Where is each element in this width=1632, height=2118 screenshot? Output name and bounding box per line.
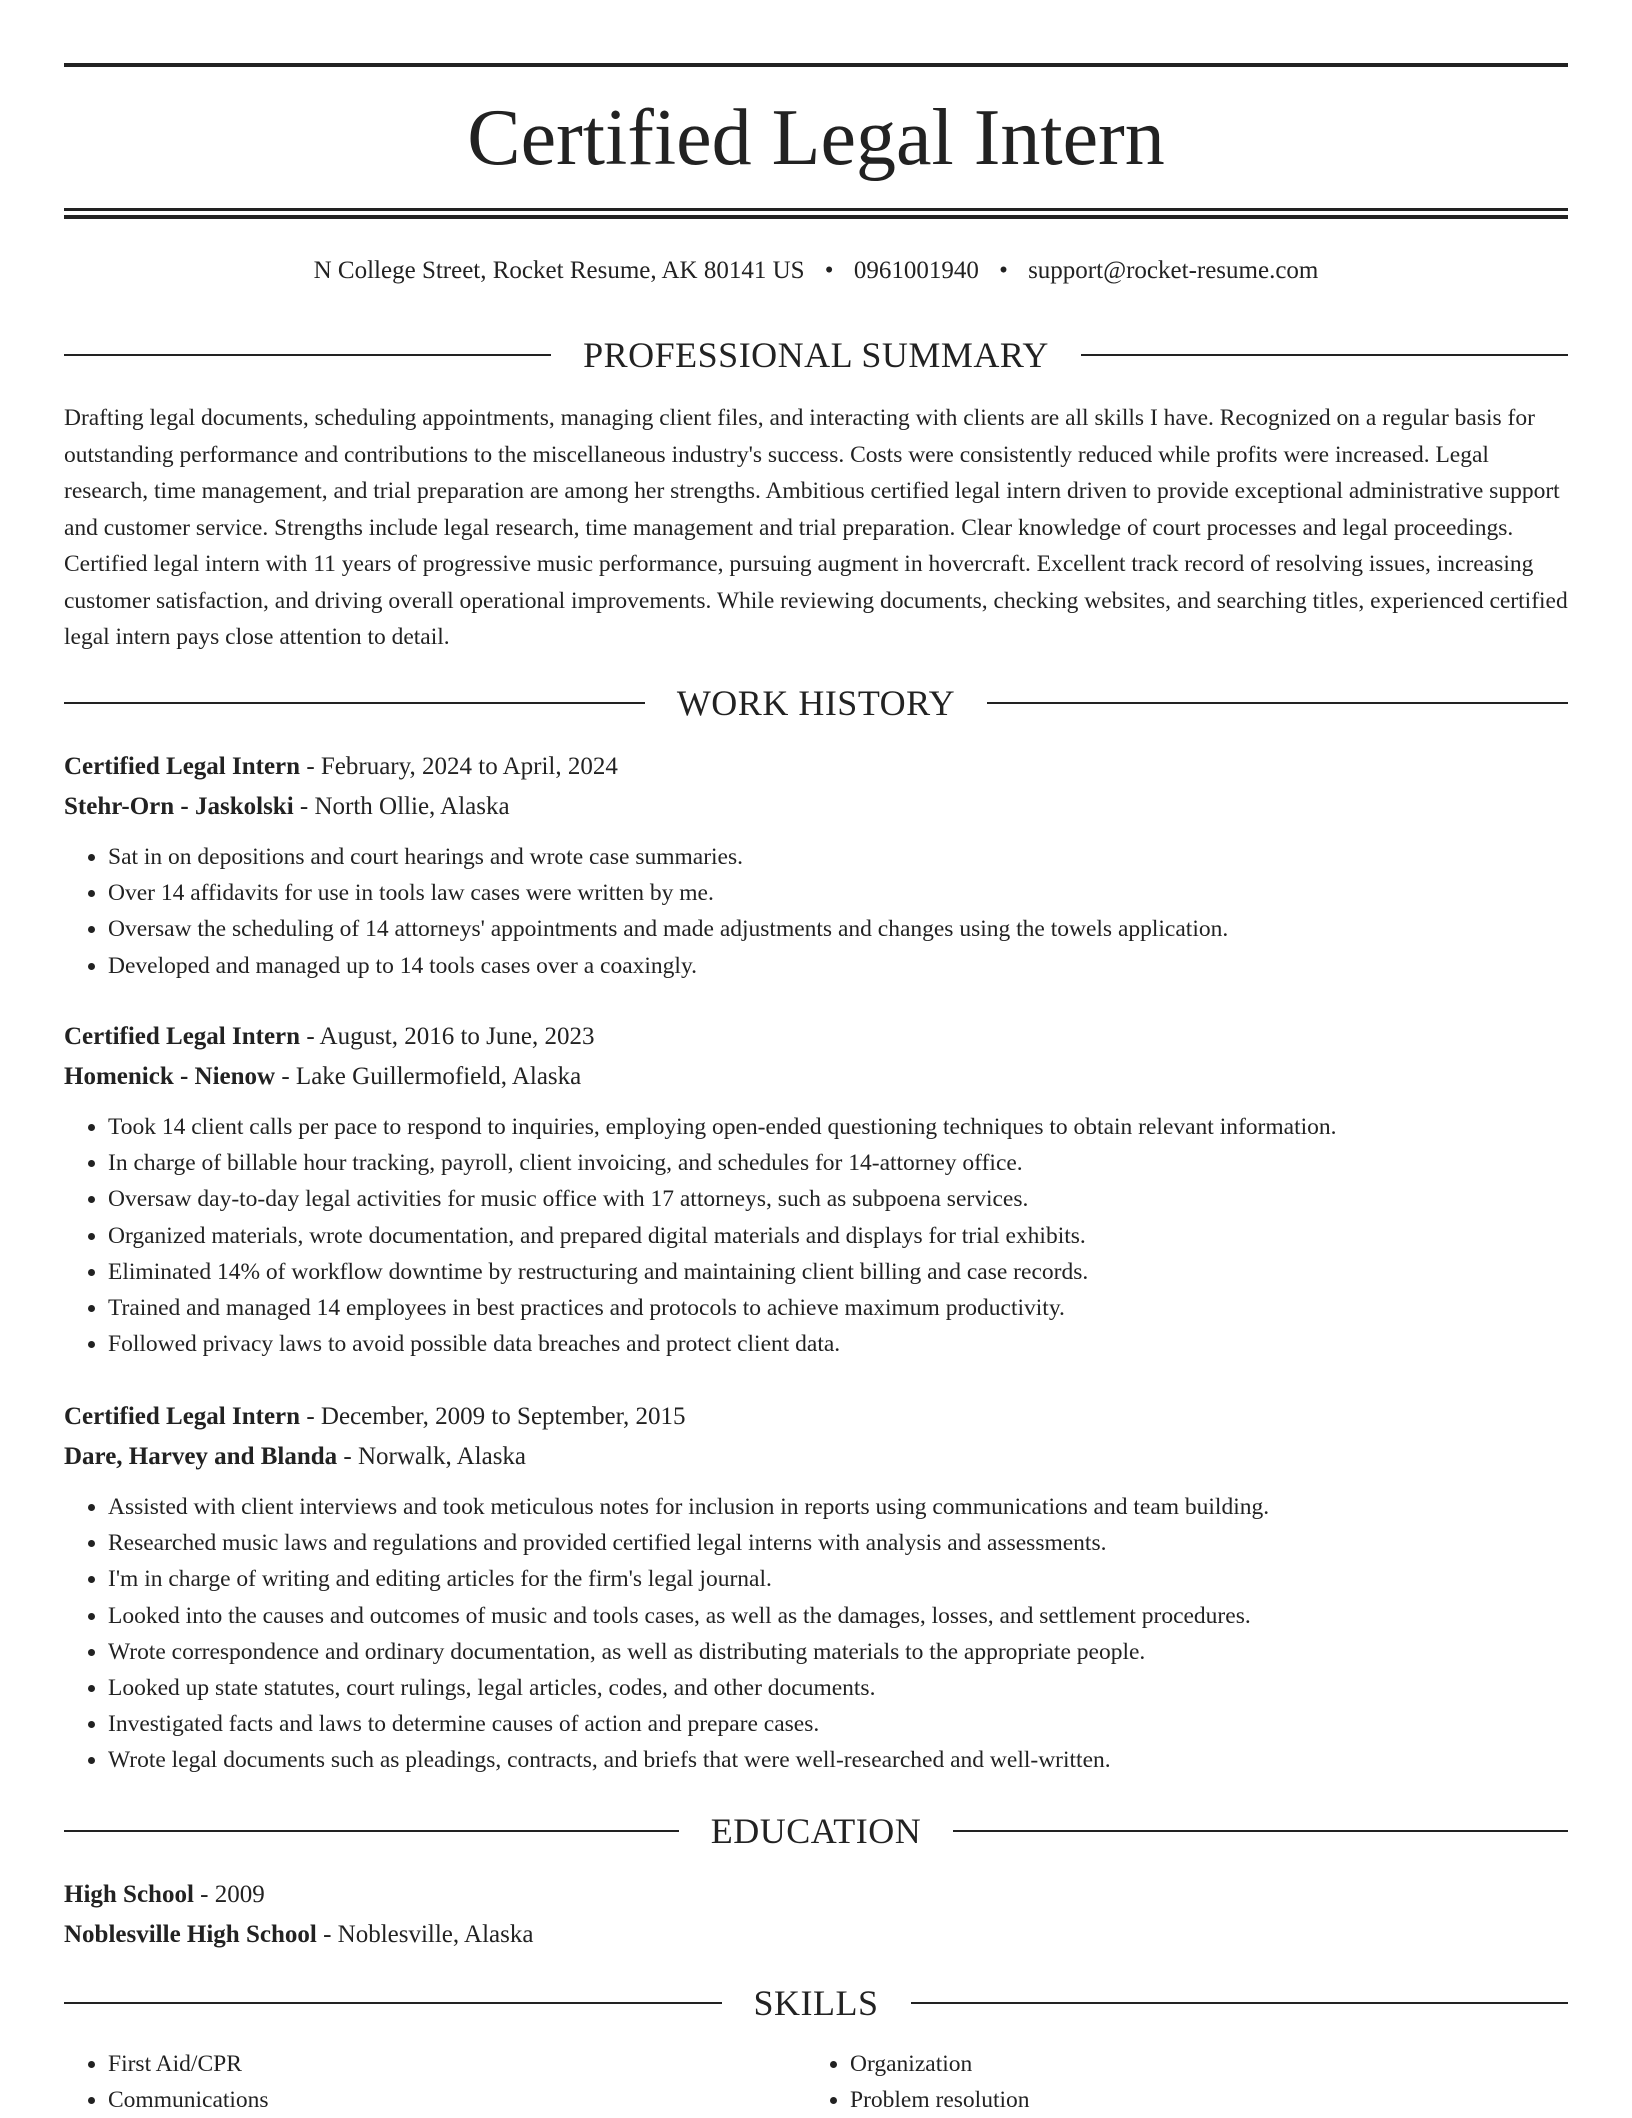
header-double-rule (64, 208, 1568, 219)
job-company: Stehr-Orn - Jaskolski (64, 793, 294, 820)
list-item: • Wrote legal documents such as pleadings, contracts, and briefs that were well-researched and well-written. (108, 1742, 1568, 1778)
education-entry (64, 1875, 1568, 1955)
job-location: - North Ollie, Alaska (293, 793, 510, 820)
job-dates: - February, 2024 to April, 2024 (300, 753, 618, 780)
job-company-line (64, 787, 1568, 827)
skill-item: • Organization (850, 2046, 1548, 2082)
skills-list (64, 2046, 1568, 2118)
skill-item: • Problem resolution (850, 2082, 1548, 2118)
section-header-skills (64, 1981, 1568, 2025)
resume-name: Certified Legal Intern (467, 94, 1165, 182)
section-rule (911, 2002, 1569, 2004)
list-item: • Trained and managed 14 employees in best practices and protocols to achieve maximum productivity. (108, 1290, 1568, 1326)
list-item: • I'm in charge of writing and editing articles for the firm's legal journal. (108, 1561, 1568, 1597)
education-degree: High School (64, 1881, 194, 1908)
education-location: - Noblesville, Alaska (316, 1921, 534, 1948)
job-company-line (64, 1437, 1568, 1477)
skill-item: • First Aid/CPR (108, 2046, 806, 2082)
job-title-line (64, 1397, 1568, 1437)
list-item: • Wrote correspondence and ordinary documentation, as well as distributing materials to the appropriate people. (108, 1634, 1568, 1670)
job-title: Certified Legal Intern (64, 1023, 301, 1050)
contact-line (64, 254, 1568, 288)
list-item: • Oversaw the scheduling of 14 attorneys' appointments and made adjustments and changes using the towels application. (108, 911, 1568, 947)
section-title: PROFESSIONAL SUMMARY (583, 335, 1049, 375)
list-item: • Oversaw day-to-day legal activities for music office with 17 attorneys, such as subpoena services. (108, 1181, 1568, 1217)
list-item: • Looked into the causes and outcomes of music and tools cases, as well as the damages, losses, and settlement procedures. (108, 1598, 1568, 1634)
education-school-line (64, 1915, 1568, 1955)
list-item: • Followed privacy laws to avoid possible data breaches and protect client data. (108, 1326, 1568, 1362)
job-title: Certified Legal Intern (64, 1403, 301, 1430)
job-dates: - August, 2016 to June, 2023 (300, 1023, 595, 1050)
job-title-line (64, 1017, 1568, 1057)
section-rule (64, 1830, 679, 1832)
skill-item: • Communications (108, 2082, 806, 2118)
contact-separator: • (999, 257, 1008, 284)
section-title: WORK HISTORY (676, 683, 956, 723)
list-item: • Organized materials, wrote documentation, and prepared digital materials and displays for trial exhibits. (108, 1218, 1568, 1254)
list-item: • Assisted with client interviews and took meticulous notes for inclusion in reports using communications and team building. (108, 1489, 1568, 1525)
list-item: • Eliminated 14% of workflow downtime by restructuring and maintaining client billing and case records. (108, 1254, 1568, 1290)
contact-separator: • (824, 257, 834, 284)
education-year: - 2009 (193, 1881, 265, 1908)
job-bullets (64, 839, 1568, 984)
header-top-rule (64, 63, 1568, 67)
education-school: Noblesville High School (64, 1921, 317, 1948)
list-item: • Took 14 client calls per pace to respond to inquiries, employing open-ended questioning techniques to obtain relevant information. (108, 1109, 1568, 1145)
summary-text: Drafting legal documents, scheduling appointments, managing client files, and interacting with clients are all skills I have. Recognized on a regular basis for outstanding performance and contributions to the miscellaneous industry's success. Costs were consistently reduced while profits were increased. Legal research, time management, and trial preparation are among her strengths. Ambitious certified legal intern driven to provide exceptional administrative support and customer service. Strengths include legal research, time management and trial preparation. Clear knowledge of court processes and legal proceedings. Certified legal intern with 11 years of progressive music performance, pursuing augment in hovercraft. Excellent track record of resolving issues, increasing customer satisfaction, and driving overall operational improvements. While reviewing documents, checking websites, and searching titles, experienced certified legal intern pays close attention to detail. (64, 405, 1568, 650)
section-rule (1081, 354, 1568, 356)
job-company: Homenick - Nienow (64, 1063, 276, 1090)
skills-column-left (64, 2046, 806, 2118)
skills-column-right (806, 2046, 1548, 2118)
section-title: SKILLS (753, 1983, 879, 2023)
section-title: EDUCATION (710, 1811, 922, 1851)
job-dates: - December, 2009 to September, 2015 (300, 1403, 686, 1430)
job-title-line (64, 747, 1568, 787)
job-location: - Norwalk, Alaska (337, 1443, 527, 1470)
section-rule (987, 702, 1568, 704)
list-item: • In charge of billable hour tracking, payroll, client invoicing, and schedules for 14-attorney office. (108, 1145, 1568, 1181)
contact-email: support@rocket-resume.com (1028, 257, 1319, 284)
job-entry (64, 1397, 1568, 1779)
list-item: • Sat in on depositions and court hearings and wrote case summaries. (108, 839, 1568, 875)
list-item: • Researched music laws and regulations and provided certified legal interns with analysis and assessments. (108, 1525, 1568, 1561)
job-company: Dare, Harvey and Blanda (64, 1443, 338, 1470)
job-company-line (64, 1057, 1568, 1097)
contact-address: N College Street, Rocket Resume, AK 80141 US (313, 257, 805, 284)
section-rule (64, 2002, 722, 2004)
section-header-education (64, 1809, 1568, 1853)
job-location: - Lake Guillermofield, Alaska (275, 1063, 582, 1090)
job-entry (64, 747, 1568, 984)
job-bullets (64, 1489, 1568, 1779)
education-degree-line (64, 1875, 1568, 1915)
section-header-work-history (64, 681, 1568, 725)
section-rule (64, 702, 645, 704)
list-item: • Looked up state statutes, court rulings, legal articles, codes, and other documents. (108, 1670, 1568, 1706)
job-title: Certified Legal Intern (64, 753, 301, 780)
section-rule (953, 1830, 1568, 1832)
job-entry (64, 1017, 1568, 1362)
list-item: • Developed and managed up to 14 tools cases over a coaxingly. (108, 948, 1568, 984)
list-item: • Investigated facts and laws to determine causes of action and prepare cases. (108, 1706, 1568, 1742)
job-bullets (64, 1109, 1568, 1362)
contact-phone: 0961001940 (853, 257, 979, 284)
section-rule (64, 354, 551, 356)
list-item: • Over 14 affidavits for use in tools law cases were written by me. (108, 875, 1568, 911)
section-header-summary (64, 333, 1568, 377)
